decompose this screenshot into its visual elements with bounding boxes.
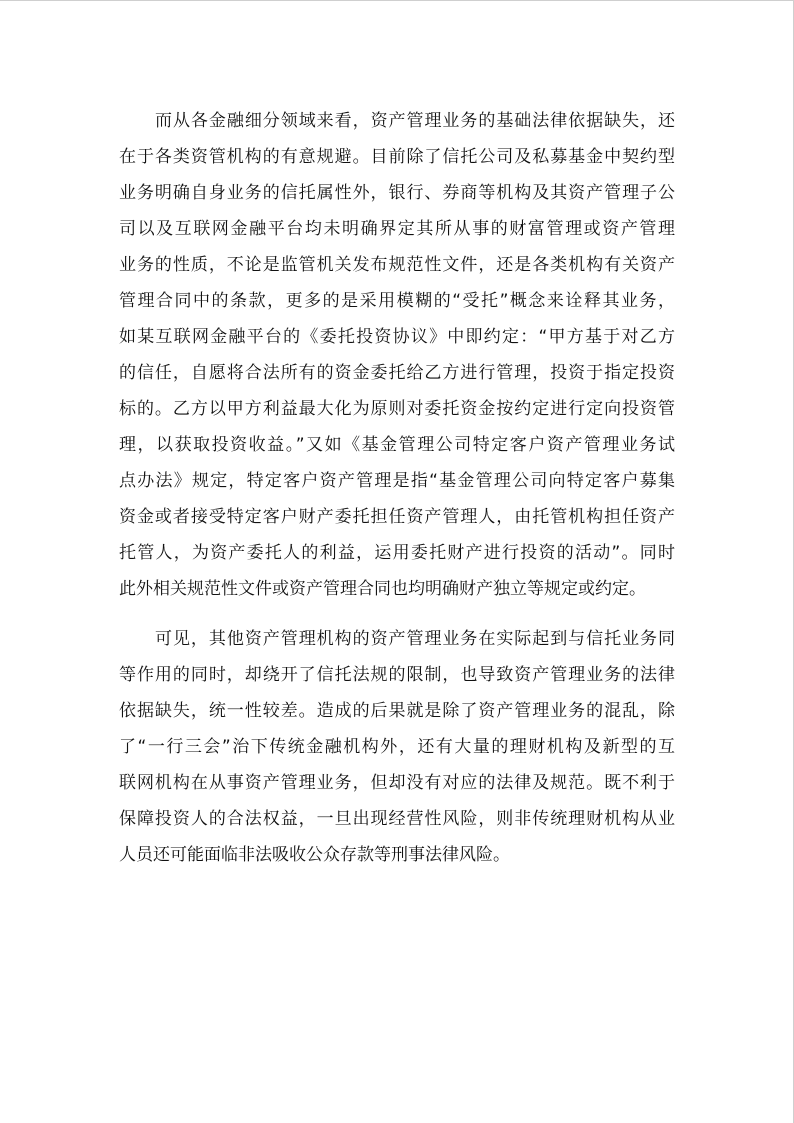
document-body [119,103,675,873]
paragraph-spacer [119,607,675,621]
paragraph-line: 管理合同中的条款，更多的是采用模糊的“受托”概念来诠释其业务， [119,291,675,311]
paragraph-line: 业务的性质，不论是监管机关发布规范性文件，还是各类机构有关资产 [119,255,675,275]
paragraph-1 [119,103,675,607]
paragraph-line: 标的。乙方以甲方利益最大化为原则对委托资金按约定进行定向投资管 [119,399,675,419]
paragraph-line: 司以及互联网金融平台均未明确界定其所从事的财富管理或资产管理 [119,219,675,239]
paragraph-line: 可见，其他资产管理机构的资产管理业务在实际起到与信托业务同 [155,629,675,649]
paragraph-line: 保障投资人的合法权益，一旦出现经营性风险，则非传统理财机构从业 [119,809,675,829]
paragraph-2 [119,621,675,873]
paragraph-line: 而从各金融细分领域来看，资产管理业务的基础法律依据缺失，还 [155,111,675,131]
paragraph-line: 业务明确自身业务的信托属性外，银行、券商等机构及其资产管理子公 [119,183,675,203]
paragraph-line: 人员还可能面临非法吸收公众存款等刑事法律风险。 [119,845,510,865]
paragraph-line: 在于各类资管机构的有意规避。目前除了信托公司及私募基金中契约型 [119,147,675,167]
paragraph-line: 的信任，自愿将合法所有的资金委托给乙方进行管理，投资于指定投资 [119,363,675,383]
paragraph-line: 点办法》规定，特定客户资产管理是指“基金管理公司向特定客户募集 [119,471,675,491]
paragraph-line: 此外相关规范性文件或资产管理合同也均明确财产独立等规定或约定。 [119,579,646,599]
paragraph-line: 如某互联网金融平台的《委托投资协议》中即约定：“甲方基于对乙方 [119,327,675,347]
paragraph-line: 依据缺失，统一性较差。造成的后果就是除了资产管理业务的混乱，除 [119,701,675,721]
paragraph-line: 资金或者接受特定客户财产委托担任资产管理人，由托管机构担任资产 [119,507,675,527]
paragraph-line: 托管人，为资产委托人的利益，运用委托财产进行投资的活动”。同时 [119,543,675,563]
paragraph-line: 理，以获取投资收益。”又如《基金管理公司特定客户资产管理业务试 [119,435,675,455]
paragraph-line: 了“一行三会”治下传统金融机构外，还有大量的理财机构及新型的互 [119,737,675,757]
paragraph-line: 等作用的同时，却绕开了信托法规的限制，也导致资产管理业务的法律 [119,665,675,685]
paragraph-line: 联网机构在从事资产管理业务，但却没有对应的法律及规范。既不利于 [119,773,675,793]
